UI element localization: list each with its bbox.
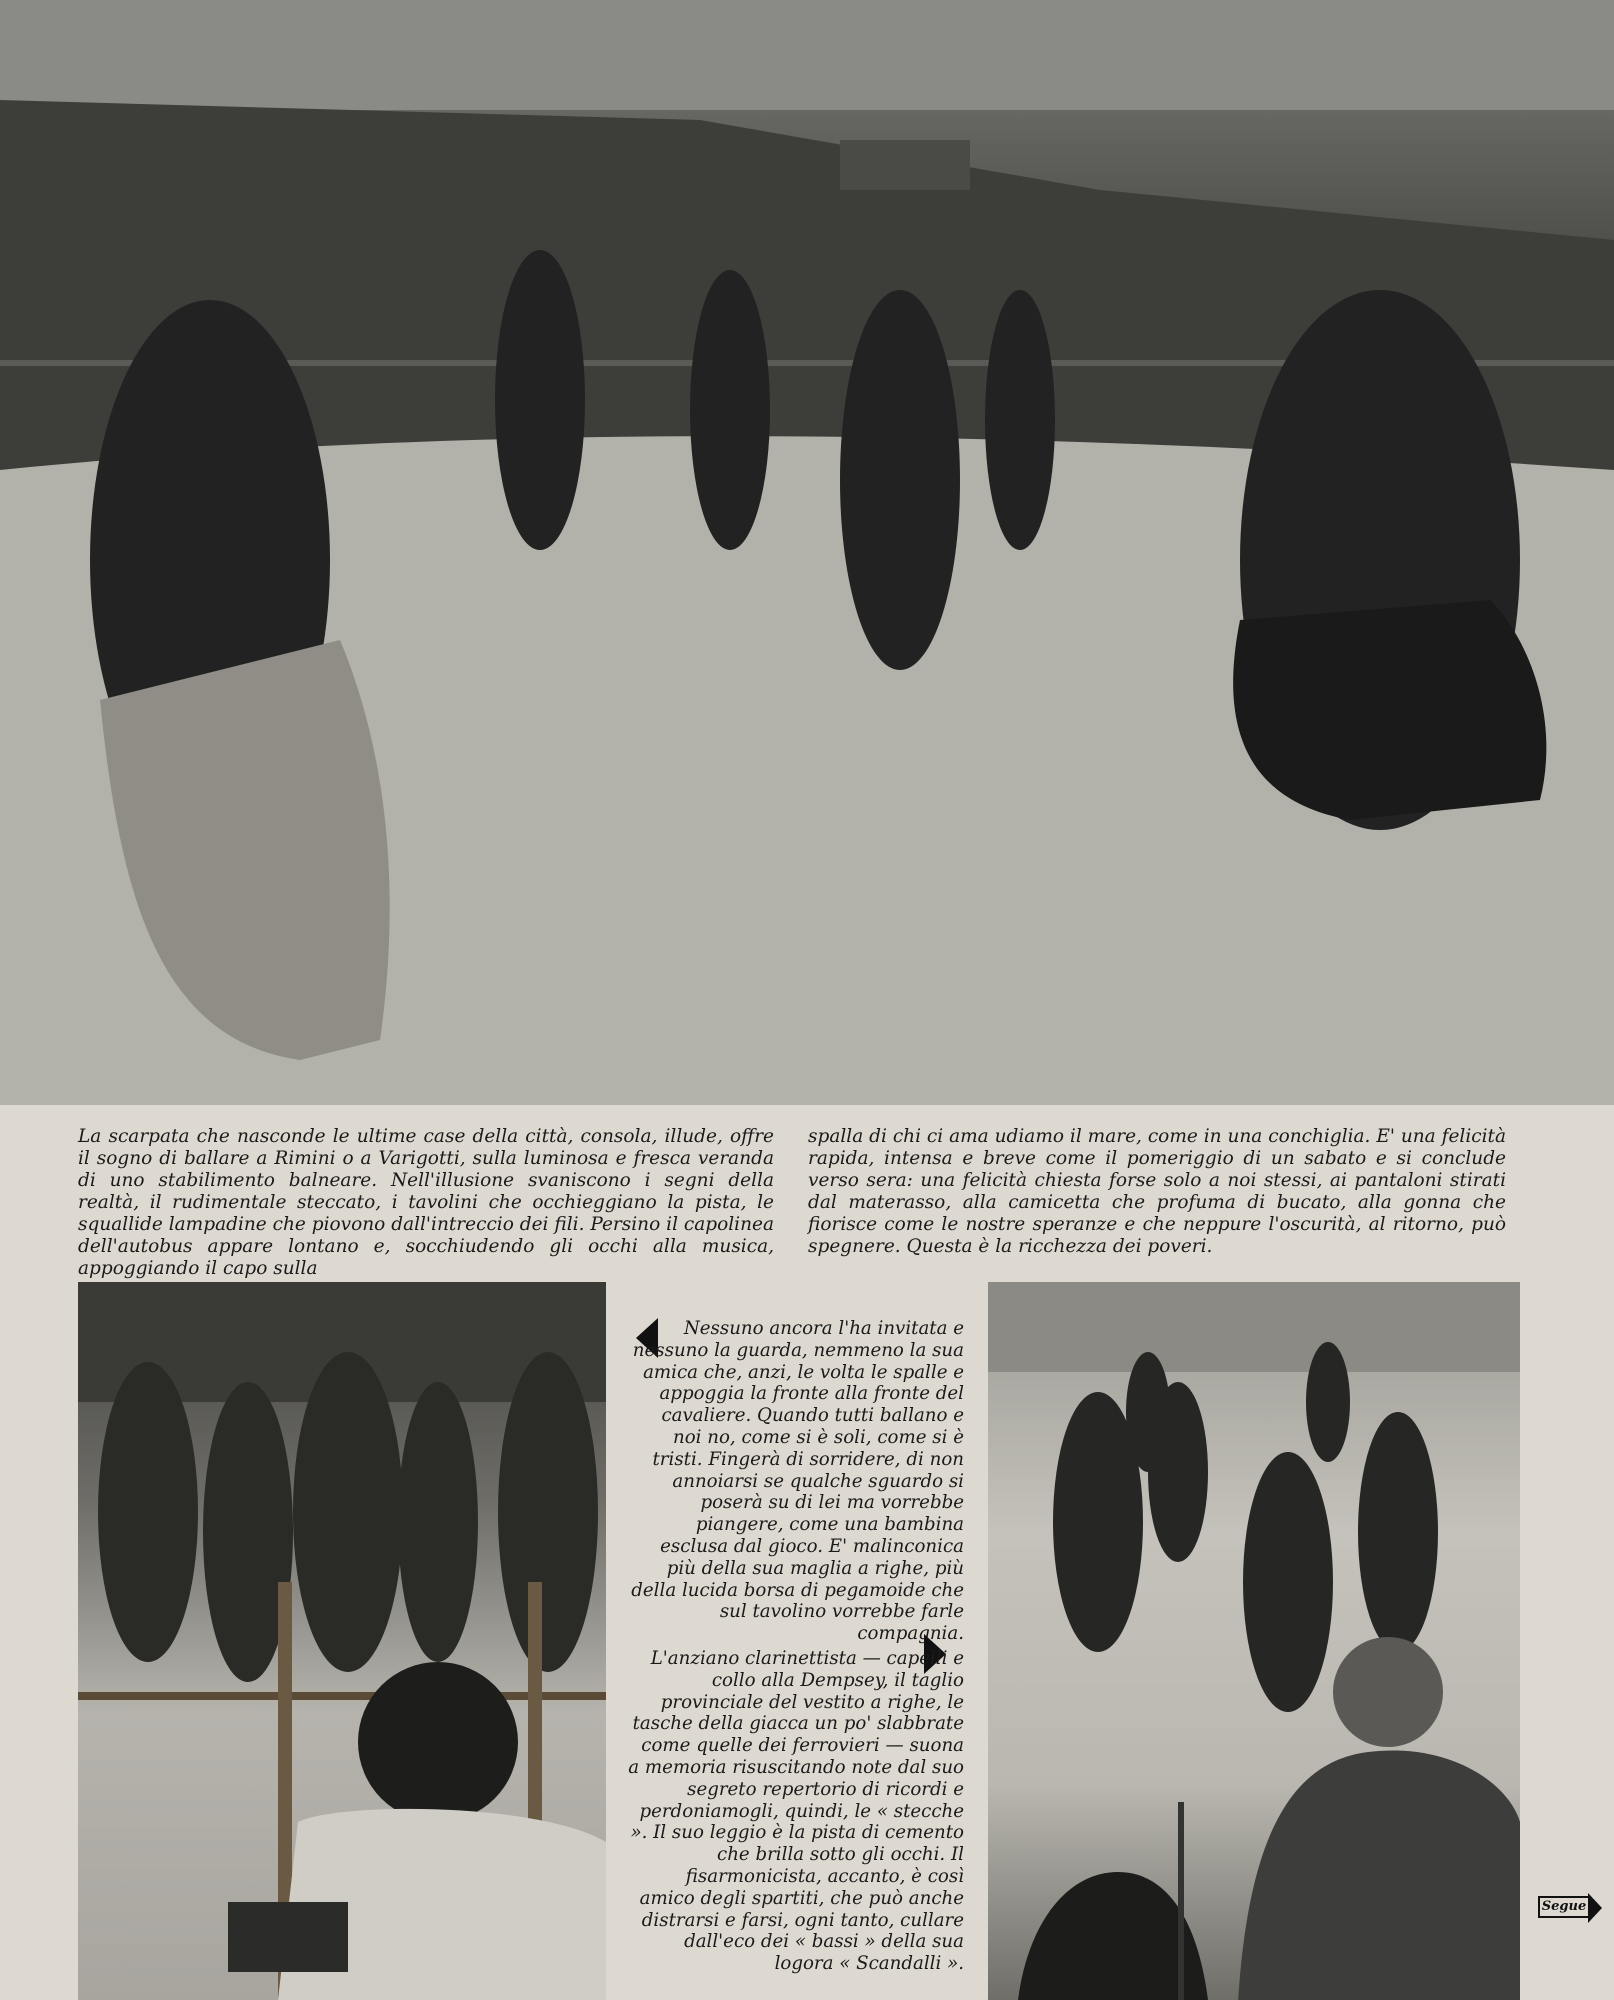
column-paragraph-1: Nessuno ancora l'ha invitata e nessuno la guarda, nemmeno la sua amica che, anzi, le volta le spalle e appoggia la fronte alla fronte del cavaliere. Quando tutti ballano e noi no, come si è soli, come si è tristi. Fingerà di sorridere, di non annoiarsi se qualche sguardo si poserà su di lei ma vorrebbe piangere, come una bambina esclusa dal gioco. E' malinconica più della sua maglia a righe, più della lucida borsa di pegamoide che sul tavolino vorrebbe farle compagnia. bbox=[631, 1318, 964, 1645]
bottom-left-photo-illustration bbox=[78, 1282, 606, 2000]
caption-right: spalla di chi ci ama udiamo il mare, come in una conchiglia. E' una felicità rapida, intensa e breve come il pomeriggio di un sabato e si conclude verso sera: una felicità chiesta forse solo a noi stessi, ai pantaloni stirati dal materasso, alla camicetta che profuma di bucato, alla gonna che fiorisce come le nostre speranze e che neppure l'oscurità, al ritorno, può spegnere. Questa è la ricchezza dei poveri. bbox=[808, 1126, 1506, 1257]
continue-marker bbox=[1538, 1893, 1602, 1923]
caption-left: La scarpata che nasconde le ultime case della città, consola, illude, offre il sogno di ballare a Rimini o a Varigotti, sulla luminosa e fresca veranda di uno stabilimento balneare. Nell'illusione svaniscono i segni della realtà, il rudimentale steccato, i tavolini che occhieggiano la pista, le squallide lampadine che piovono dall'intreccio dei fili. Persino il capolinea dell'autobus appare lontano e, socchiudendo gli occhi alla musica, appoggiando il capo sulla bbox=[78, 1126, 774, 1279]
bottom-right-photo bbox=[988, 1282, 1520, 2000]
continue-arrow-icon bbox=[1588, 1893, 1602, 1923]
bottom-right-photo-illustration bbox=[988, 1282, 1520, 2000]
continue-label: Segue bbox=[1538, 1896, 1590, 1918]
column-paragraph-2: L'anziano clarinettista — capelli e collo alla Dempsey, il taglio provinciale del vestito a righe, le tasche della giacca un po' slabbrate come quelle dei ferrovieri — suona a memoria risuscitando note dal suo segreto repertorio di ricordi e perdoniamogli, quindi, le « stecche ». Il suo leggio è la pista di cemento che brilla sotto gli occhi. Il fisarmonicista, accanto, è così amico degli spartiti, che può anche distrarsi e farsi, ogni tanto, cullare dall'eco dei « bassi » della sua logora « Scandalli ». bbox=[628, 1648, 964, 1975]
bottom-left-photo bbox=[78, 1282, 606, 2000]
